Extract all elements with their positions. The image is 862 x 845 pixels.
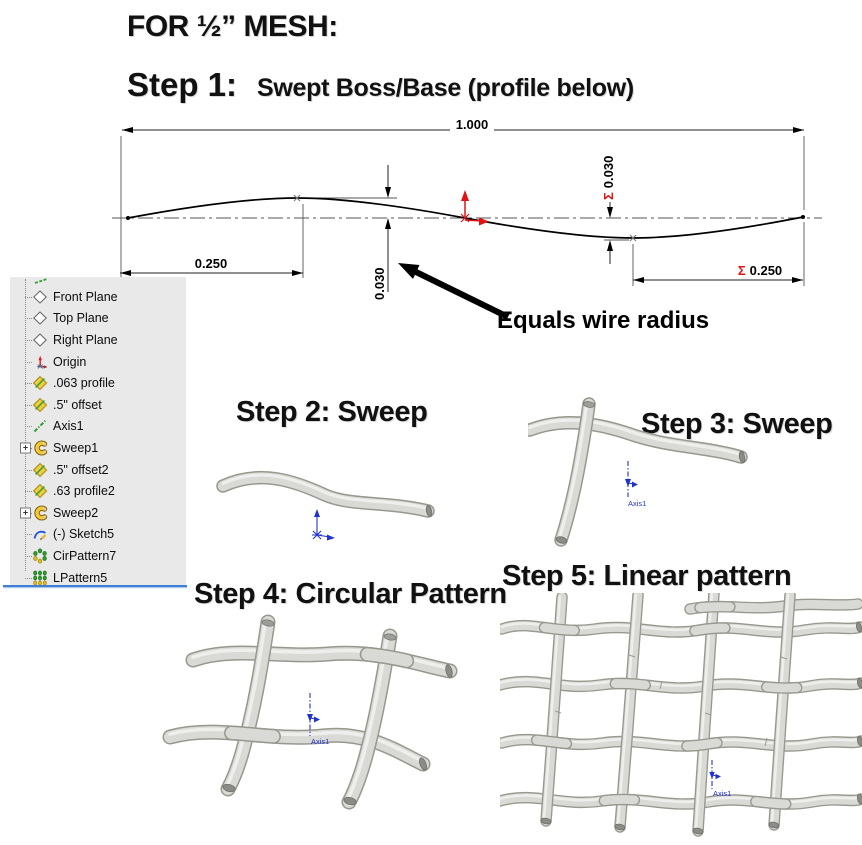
sketch2d-icon — [32, 526, 48, 542]
wire — [500, 795, 861, 804]
step3-label: Step 3: Sweep — [641, 408, 833, 440]
tree-item-063-profile[interactable] — [10, 372, 186, 394]
wire — [530, 420, 741, 457]
tree-item-label: LPattern5 — [53, 570, 108, 585]
step1-description: Swept Boss/Base (profile below) — [257, 74, 634, 102]
step4-label: Step 4: Circular Pattern — [194, 578, 507, 610]
step5-label: Step 5: Linear pattern — [502, 560, 792, 592]
axis-icon — [32, 418, 48, 434]
step2-render — [200, 455, 450, 560]
sketch-origin-marker — [461, 190, 489, 226]
step3-render — [528, 395, 758, 555]
linear-pattern-icon — [32, 570, 48, 586]
wire — [170, 729, 423, 764]
expand-toggle[interactable]: + — [20, 442, 31, 453]
axis1-label: Axis1 — [628, 499, 647, 508]
tree-item-5in-offset2[interactable] — [10, 459, 186, 481]
plane-icon — [32, 310, 48, 326]
sketch-icon — [32, 375, 48, 391]
tree-item-label: Sweep2 — [53, 505, 99, 520]
step4-render — [158, 608, 470, 840]
tree-item-label: Origin — [53, 354, 87, 369]
tree-item-label: Sweep1 — [53, 440, 99, 455]
dimension-sigma-quarter — [633, 263, 803, 283]
plane-icon — [32, 289, 48, 305]
feature-tree-panel — [10, 277, 186, 587]
axis1-marker — [709, 760, 731, 798]
pattern-seam-marks — [555, 655, 787, 746]
tree-item-sketch5[interactable] — [10, 524, 186, 546]
dim-overall-text: 1.000 — [455, 117, 489, 132]
tree-item-label: (-) Sketch5 — [53, 527, 115, 542]
step1-label: Step 1: — [127, 66, 238, 103]
tree-item-label: Front Plane — [53, 289, 118, 304]
tree-item-origin[interactable] — [10, 351, 186, 373]
sweep-icon — [32, 440, 48, 456]
step5-render — [500, 593, 862, 845]
tree-item-63-profile2[interactable] — [10, 480, 186, 502]
tree-item-right-plane[interactable] — [10, 329, 186, 351]
axis1-marker — [307, 693, 329, 746]
curve-endpoint-right — [801, 215, 805, 219]
tree-item-label: .5" offset — [53, 397, 102, 412]
tree-item-5in-offset[interactable] — [10, 394, 186, 416]
dimension-sigma-amplitude — [601, 156, 616, 264]
tree-item-top-plane[interactable] — [10, 308, 186, 330]
page-title: FOR ½” MESH: — [127, 10, 338, 43]
dim-sigma-amplitude-text: Σ0.030 — [601, 155, 616, 200]
tree-item-label: .063 profile — [53, 376, 115, 391]
dim-amplitude-text: 0.030 — [372, 267, 387, 300]
wire-radius-annotation — [398, 263, 709, 334]
tree-item-axis1[interactable] — [10, 416, 186, 438]
tree-item-sweep2[interactable] — [10, 502, 186, 524]
tree-item-label: Right Plane — [53, 332, 118, 347]
axis1-label: Axis1 — [713, 789, 732, 798]
axis1-marker — [625, 461, 646, 508]
expand-toggle[interactable]: + — [20, 507, 31, 518]
sweep-icon — [32, 505, 48, 521]
tree-item-label: CirPattern7 — [53, 548, 117, 563]
sketch-icon — [32, 397, 48, 413]
tree-item-front-plane[interactable] — [10, 286, 186, 308]
dimension-overall — [122, 117, 804, 133]
tree-item-label: .5" offset2 — [53, 462, 109, 477]
step1-heading — [127, 66, 634, 104]
step2-label: Step 2: Sweep — [236, 396, 428, 428]
axis1-label: Axis1 — [311, 737, 330, 746]
sketch-icon — [32, 483, 48, 499]
circular-pattern-icon — [32, 548, 48, 564]
origin-icon — [32, 354, 48, 370]
sketch-icon — [32, 462, 48, 478]
clipped-tree-icon — [34, 278, 48, 284]
tree-item-cirpattern7[interactable] — [10, 545, 186, 567]
tree-item-sweep1[interactable] — [10, 437, 186, 459]
plane-icon — [32, 332, 48, 348]
dimension-amplitude — [372, 165, 391, 300]
dimension-quarter-left — [120, 256, 303, 276]
curve-endpoint-left — [126, 216, 130, 220]
tree-item-label: .63 profile2 — [53, 484, 115, 499]
origin-triad-marker — [312, 509, 335, 541]
annotation-text: Equals wire radius — [497, 307, 710, 334]
dim-quarter-left-text: 0.250 — [194, 256, 228, 271]
rollback-bar[interactable] — [3, 585, 187, 587]
dim-sigma-quarter-text: Σ 0.250 — [737, 263, 783, 278]
tree-item-label: Axis1 — [53, 419, 84, 434]
wire — [223, 475, 428, 511]
tree-item-label: Top Plane — [53, 311, 109, 326]
